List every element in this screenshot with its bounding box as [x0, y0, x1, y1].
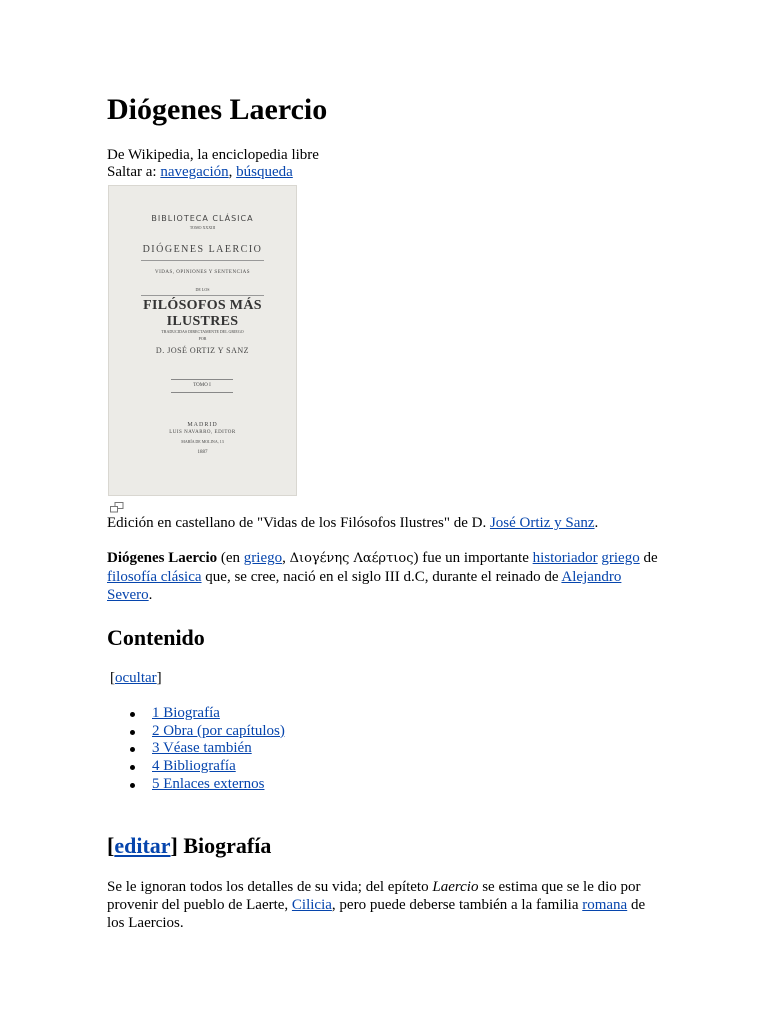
intro-text: que, se cree, nació en el siglo III d.C, durante el reinado de [201, 569, 562, 585]
intro-text: de [639, 550, 658, 566]
toc-list [107, 705, 285, 793]
bracket: ] [156, 670, 162, 686]
image-caption [107, 514, 598, 532]
bio-text: Se le ignoran todos los detalles de su vida; del epíteto [107, 879, 433, 895]
cover-tomo-box: TOMO I [171, 379, 233, 393]
subject-name: Diógenes Laercio [107, 550, 218, 566]
toc-heading: Contenido [107, 625, 205, 650]
book-cover-image[interactable] [108, 185, 297, 496]
toc-hide-link[interactable]: ocultar [115, 670, 157, 686]
cover-author: DIÓGENES LAERCIO [142, 244, 263, 255]
epithet: Laercio [432, 879, 479, 895]
toc-link-vease[interactable]: 3 Véase también [152, 740, 252, 757]
roman-link[interactable]: romana [582, 897, 628, 913]
cilicia-link[interactable]: Cilicia [291, 897, 332, 913]
toc-item [107, 740, 285, 758]
cover-volume-note: TOMO XXXIII [189, 225, 216, 230]
cover-publisher: LUIS NAVARRO, EDITOR [169, 430, 236, 435]
cover-address: MARÍA DE MOLINA, 13 [181, 439, 224, 444]
cover-main-title: FILÓSOFOS MÁS ILUSTRES [143, 298, 262, 329]
greek-people-link[interactable]: griego [601, 550, 640, 566]
magnify-icon[interactable] [110, 502, 124, 513]
jump-prefix: Saltar a: [107, 164, 161, 180]
greek-language-link[interactable]: griego [243, 550, 283, 566]
bio-text: , pero puede deberse también a la familia [331, 897, 583, 913]
jump-navigation-link[interactable]: navegación [160, 164, 229, 180]
toc-link-bibliografia[interactable]: 4 Bibliografía [152, 758, 236, 775]
greek-name: Διογένης Λαέρτιος [289, 551, 414, 566]
intro-text: (en [217, 550, 244, 566]
bio-text: de los Laercios. [107, 897, 646, 931]
intro-paragraph [107, 549, 667, 604]
intro-text: ) fue un importante [413, 550, 533, 566]
toc-item [107, 758, 285, 776]
caption-translator-link[interactable]: José Ortiz y Sanz [489, 515, 595, 531]
toc-item [107, 705, 285, 723]
jump-separator: , [228, 164, 237, 180]
cover-series: BIBLIOTECA CLÁSICA [151, 214, 254, 223]
cover-city: MADRID [187, 422, 218, 428]
bracket: [ [107, 833, 115, 858]
classical-philosophy-link[interactable]: filosofía clásica [107, 569, 202, 585]
intro-text: , [282, 550, 290, 566]
toc-link-biografia[interactable]: 1 Biografía [152, 705, 220, 721]
historian-link[interactable]: historiador [532, 550, 598, 566]
toc-link-obra[interactable]: 2 Obra (por capítulos) [152, 722, 285, 739]
caption-end: . [594, 515, 599, 531]
edit-section-link[interactable]: editar [114, 833, 171, 858]
bracket: ] [170, 833, 184, 858]
bracket: [ [110, 670, 115, 686]
cover-connector: DE LOS [195, 287, 210, 292]
toc-item [107, 723, 285, 741]
cover-year: 1887 [197, 450, 208, 455]
cover-translator: D. JOSÉ ORTIZ Y SANZ [155, 346, 250, 355]
bio-text: se estima que se le dio por provenir del pueblo de Laerte, [107, 879, 641, 913]
toc-toggle [110, 669, 162, 687]
jump-links [107, 163, 293, 181]
cover-subtitle: VIDAS, OPINIONES Y SENTENCIAS [155, 270, 250, 275]
cover-by: POR [198, 336, 207, 341]
section-heading-biografia [107, 831, 271, 861]
toc-item [107, 776, 285, 794]
cover-rule [141, 295, 264, 296]
caption-text: Edición en castellano de "Vidas de los Filósofos Ilustres" de D. [107, 515, 490, 531]
biografia-paragraph [107, 878, 652, 932]
toc-link-enlaces[interactable]: 5 Enlaces externos [152, 775, 265, 792]
cover-rule [141, 260, 264, 261]
intro-text: . [148, 587, 153, 603]
alexander-severus-link[interactable]: Alejandro Severo [107, 569, 622, 603]
section-title: Biografía [183, 833, 272, 858]
site-tagline: De Wikipedia, la enciclopedia libre [107, 147, 319, 163]
cover-translated-note: TRADUCIDAS DIRECTAMENTE DEL GRIEGO [161, 329, 244, 334]
page-title: Diógenes Laercio [107, 93, 328, 126]
jump-search-link[interactable]: búsqueda [236, 164, 293, 180]
